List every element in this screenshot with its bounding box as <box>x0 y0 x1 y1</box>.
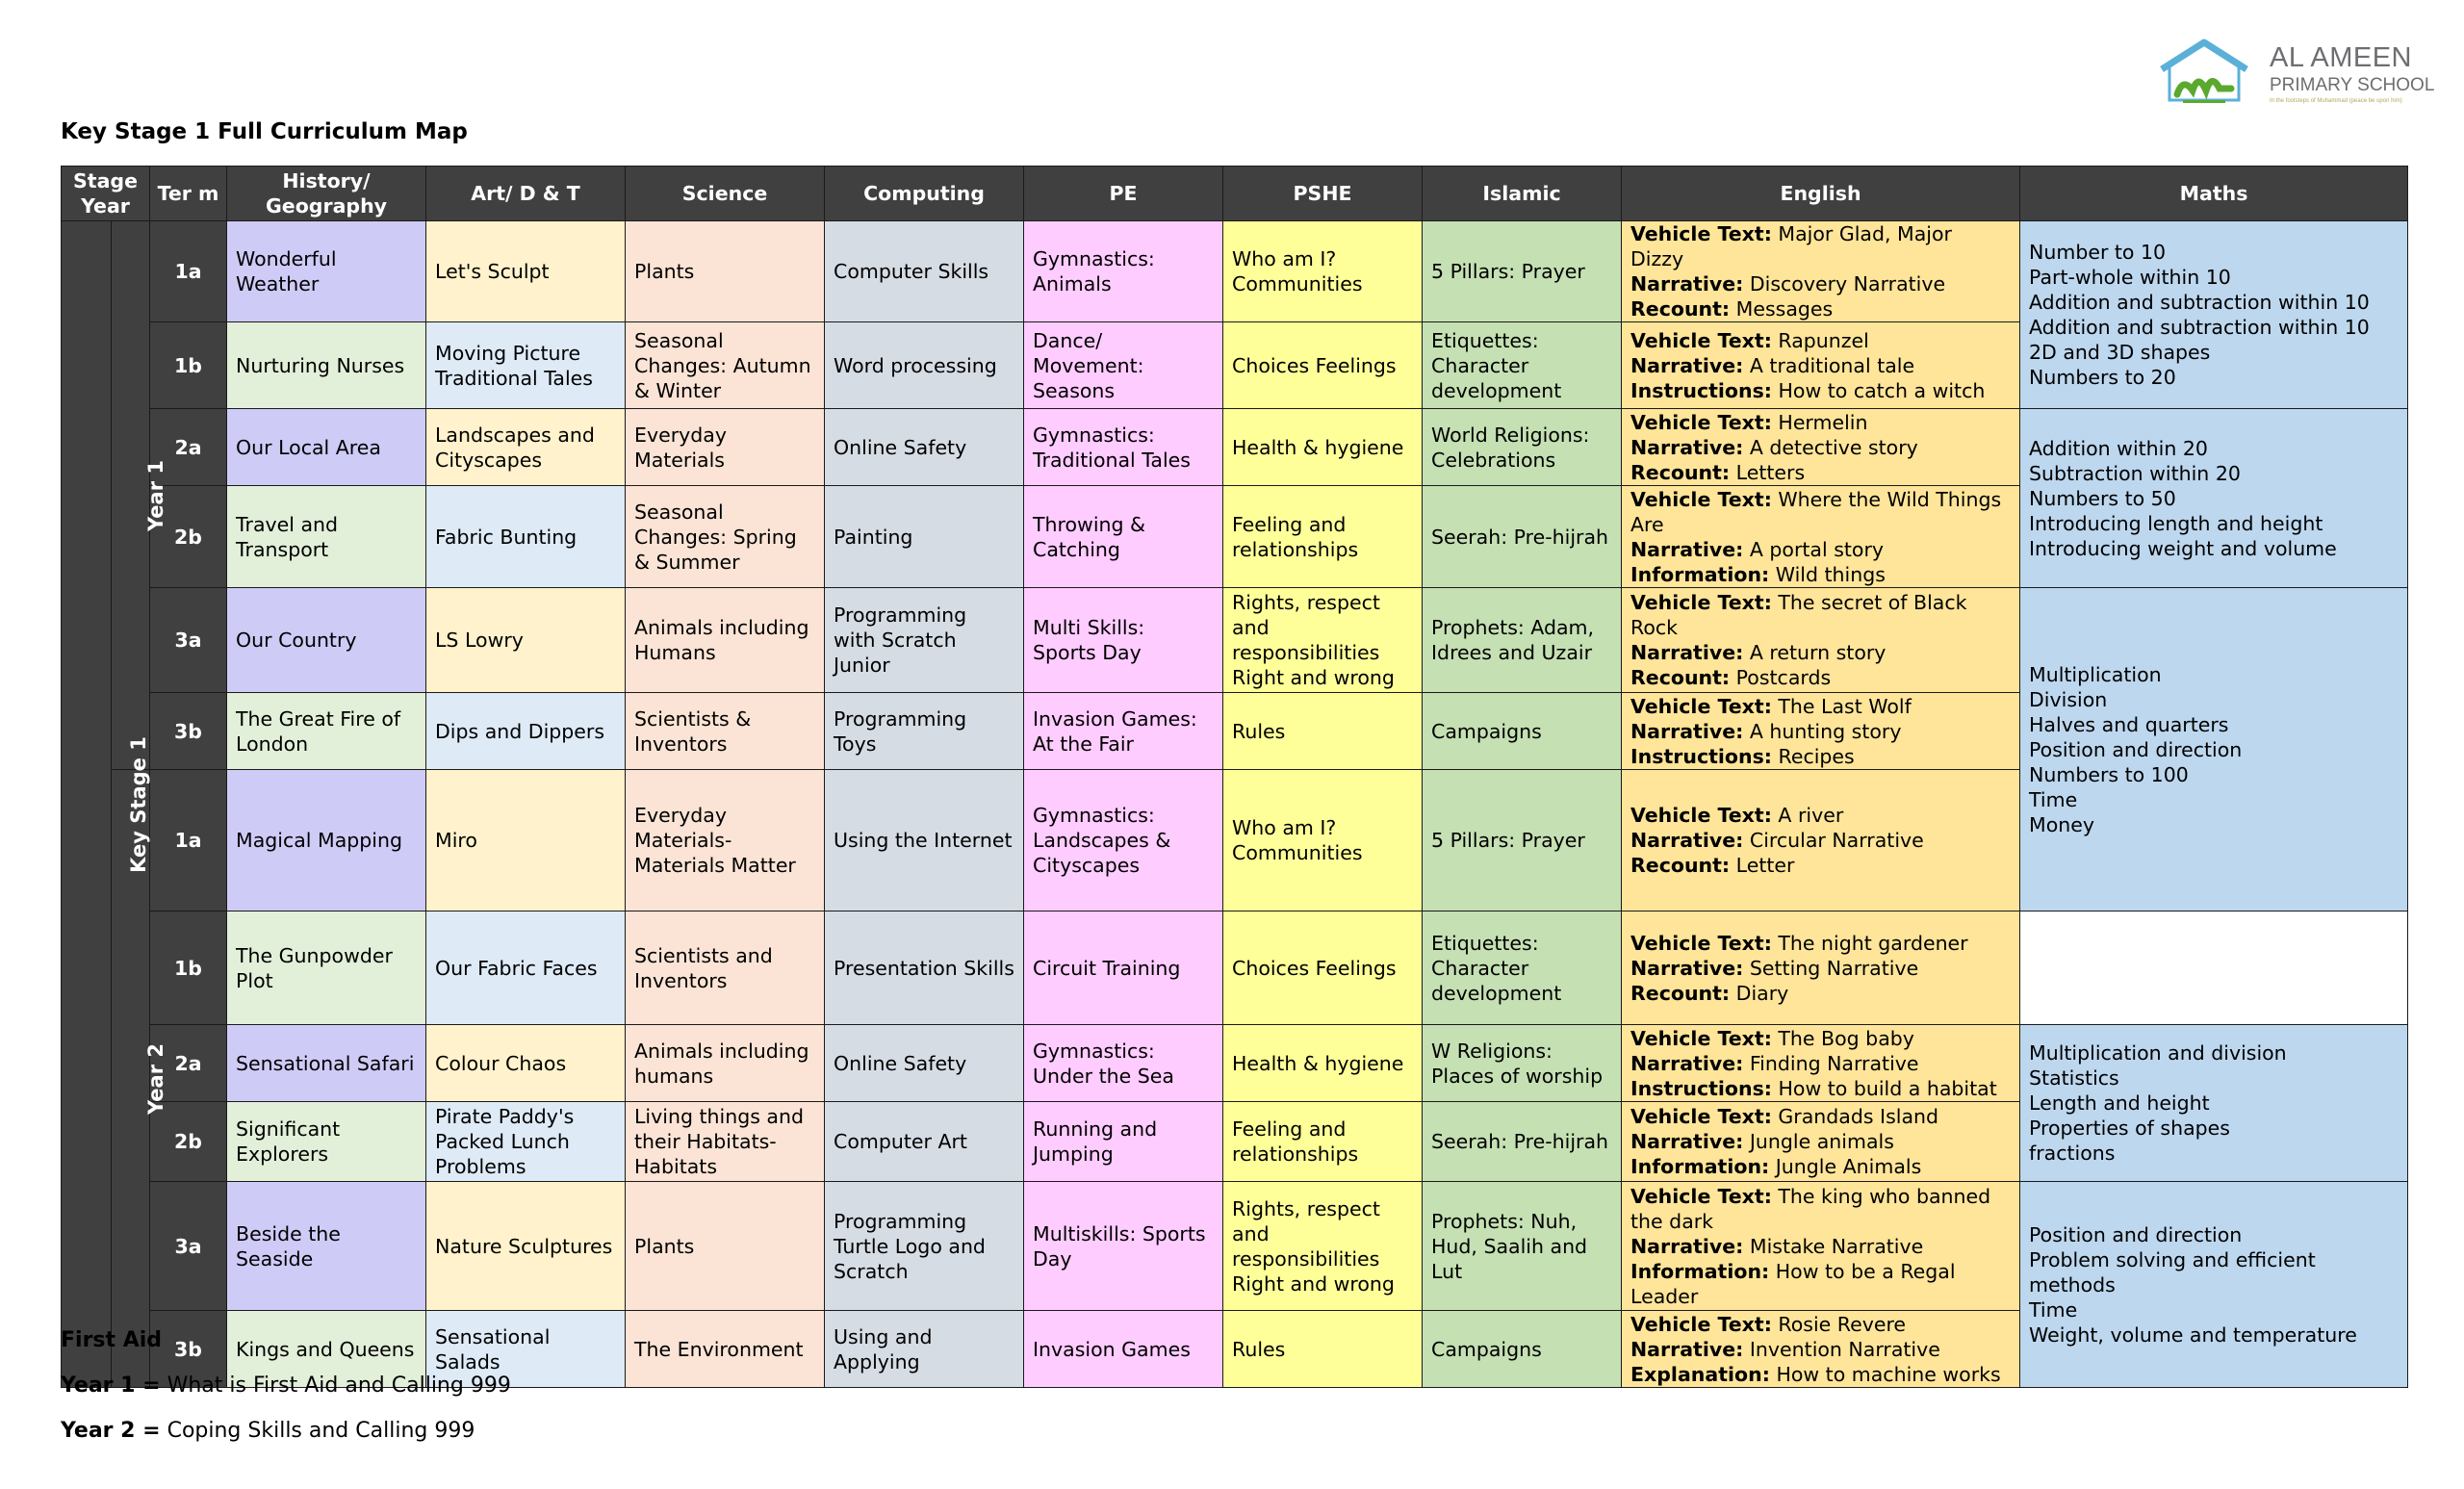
maths-line: 2D and 3D shapes <box>2029 341 2211 364</box>
maths-line: Addition and subtraction within 10 <box>2029 316 2370 339</box>
header-row <box>62 167 2408 221</box>
english-line-text: Recipes <box>1772 744 1855 768</box>
pe-cell: Gymnastics: Under the Sea <box>1024 1025 1223 1102</box>
history-geography-cell: The Great Fire of London <box>227 693 426 770</box>
english-line-label: Narrative: <box>1630 956 1744 980</box>
english-line-text: Rosie Revere <box>1771 1312 1907 1336</box>
history-geography-cell: Nurturing Nurses <box>227 322 426 409</box>
english-line-label: Narrative: <box>1630 1130 1744 1153</box>
pe-cell: Gymnastics: Traditional Tales <box>1024 409 1223 486</box>
pe-cell: Invasion Games: At the Fair <box>1024 693 1223 770</box>
english-line-text: Where the Wild Things Are <box>1630 487 2002 536</box>
art-dt-cell: Let's Sculpt <box>426 221 626 322</box>
header-pe: PE <box>1024 167 1223 221</box>
maths-cell <box>2020 409 2408 588</box>
english-line-label: Vehicle Text: <box>1630 328 1772 352</box>
english-line-text: A traditional tale <box>1743 353 1915 377</box>
term-cell: 1a <box>150 770 227 911</box>
key-stage-label: Key Stage 1 <box>126 735 150 873</box>
pshe-cell: Feeling and relationships <box>1223 486 1423 588</box>
curriculum-table <box>61 166 2408 1388</box>
english-line-label: Narrative: <box>1630 537 1744 561</box>
science-cell: Animals including humans <box>626 1025 825 1102</box>
maths-line: Multiplication and division <box>2029 1041 2287 1065</box>
history-geography-cell: Beside the Seaside <box>227 1182 426 1311</box>
english-line <box>1630 1129 2011 1154</box>
english-line <box>1630 744 2011 769</box>
english-line-label: Instructions: <box>1630 1076 1772 1100</box>
computing-cell: Using the Internet <box>825 770 1024 911</box>
pshe-cell: Rights, respect and responsibilities Right and wrong <box>1223 1182 1423 1311</box>
maths-line: Number to 10 <box>2029 241 2167 264</box>
art-dt-cell: Colour Chaos <box>426 1025 626 1102</box>
english-line-label: Vehicle Text: <box>1630 694 1772 718</box>
pshe-cell: Feeling and relationships <box>1223 1102 1423 1182</box>
english-line-label: Narrative: <box>1630 353 1744 377</box>
art-dt-cell: Nature Sculptures <box>426 1182 626 1311</box>
year-label: Year 2 <box>143 1042 167 1115</box>
pe-cell: Gymnastics: Landscapes & Cityscapes <box>1024 770 1223 911</box>
maths-line: Addition and subtraction within 10 <box>2029 291 2370 314</box>
term-cell: 3a <box>150 1182 227 1311</box>
first-aid-title: First Aid <box>61 1328 163 1352</box>
islamic-cell: 5 Pillars: Prayer <box>1423 221 1622 322</box>
english-line <box>1630 1362 2011 1387</box>
pe-cell: Multiskills: Sports Day <box>1024 1182 1223 1311</box>
islamic-cell: 5 Pillars: Prayer <box>1423 770 1622 911</box>
english-line <box>1630 410 2011 435</box>
english-line <box>1630 1312 2011 1337</box>
art-dt-cell: Landscapes and Cityscapes <box>426 409 626 486</box>
english-line-label: Recount: <box>1630 981 1731 1005</box>
header-art-dt: Art/ D & T <box>426 167 626 221</box>
islamic-cell: World Religions: Celebrations <box>1423 409 1622 486</box>
maths-cell <box>2020 1025 2408 1182</box>
english-line-label: Recount: <box>1630 666 1731 689</box>
pshe-cell: Rules <box>1223 693 1423 770</box>
maths-cell <box>2020 221 2408 409</box>
history-geography-cell: The Gunpowder Plot <box>227 911 426 1025</box>
english-line-text: How to be a Regal Leader <box>1630 1259 1956 1308</box>
maths-line: Division <box>2029 687 2108 711</box>
science-cell: Animals including Humans <box>626 588 825 693</box>
science-cell: Everyday Materials <box>626 409 825 486</box>
computing-cell: Using and Applying <box>825 1311 1024 1388</box>
pe-cell: Circuit Training <box>1024 911 1223 1025</box>
english-cell <box>1622 1311 2020 1388</box>
english-line <box>1630 562 2011 587</box>
english-line <box>1630 803 2011 828</box>
english-line-label: Recount: <box>1630 854 1731 878</box>
header-term: Ter m <box>150 167 227 221</box>
computing-cell: Online Safety <box>825 1025 1024 1102</box>
art-dt-cell: Dips and Dippers <box>426 693 626 770</box>
english-line-text: Invention Narrative <box>1743 1337 1940 1361</box>
english-line <box>1630 378 2011 403</box>
computing-cell: Programming with Scratch Junior <box>825 588 1024 693</box>
term-cell: 3b <box>150 693 227 770</box>
page-title: Key Stage 1 Full Curriculum Map <box>61 119 468 144</box>
art-dt-cell: LS Lowry <box>426 588 626 693</box>
table-row <box>62 1025 2408 1102</box>
english-line-label: Explanation: <box>1630 1362 1770 1386</box>
english-line-label: Information: <box>1630 1259 1770 1283</box>
history-geography-cell: Travel and Transport <box>227 486 426 588</box>
pshe-cell: Rights, respect and responsibilities Right and wrong <box>1223 588 1423 693</box>
maths-line: Weight, volume and temperature <box>2029 1322 2357 1347</box>
english-line <box>1630 221 2011 271</box>
pe-cell: Throwing & Catching <box>1024 486 1223 588</box>
english-line <box>1630 1076 2011 1101</box>
english-line <box>1630 590 2011 640</box>
english-line <box>1630 1154 2011 1179</box>
english-line <box>1630 328 2011 353</box>
english-line-text: A return story <box>1743 641 1886 664</box>
english-line <box>1630 1184 2011 1234</box>
maths-line: Position and direction <box>2029 737 2243 761</box>
english-line-label: Narrative: <box>1630 435 1744 459</box>
art-dt-cell: Moving Picture Traditional Tales <box>426 322 626 409</box>
pe-cell: Gymnastics: Animals <box>1024 221 1223 322</box>
maths-line: Statistics <box>2029 1066 2119 1090</box>
science-cell: Scientists and Inventors <box>626 911 825 1025</box>
english-line-label: Narrative: <box>1630 1337 1744 1361</box>
english-line-label: Vehicle Text: <box>1630 222 1772 245</box>
english-line-text: The king who banned the dark <box>1630 1184 1991 1233</box>
english-line-label: Narrative: <box>1630 719 1744 743</box>
maths-line: Numbers to 50 <box>2029 486 2176 510</box>
english-line-label: Information: <box>1630 1155 1770 1178</box>
english-line-text: The Bog baby <box>1771 1026 1914 1050</box>
islamic-cell: W Religions: Places of worship <box>1423 1025 1622 1102</box>
english-line-label: Instructions: <box>1630 744 1772 768</box>
maths-line: Part-whole within 10 <box>2029 266 2231 289</box>
header-maths: Maths <box>2020 167 2408 221</box>
maths-line: Length and height <box>2029 1091 2210 1115</box>
maths-line: Addition within 20 <box>2029 436 2208 460</box>
maths-line: Position and direction <box>2029 1222 2243 1246</box>
computing-cell: Online Safety <box>825 409 1024 486</box>
pshe-cell: Who am I? Communities <box>1223 221 1423 322</box>
english-line-text: Jungle animals <box>1743 1130 1894 1153</box>
science-cell: Seasonal Changes: Spring & Summer <box>626 486 825 588</box>
english-line-label: Narrative: <box>1630 1051 1744 1075</box>
pshe-cell: Health & hygiene <box>1223 409 1423 486</box>
english-line-text: Diary <box>1730 981 1789 1005</box>
computing-cell: Presentation Skills <box>825 911 1024 1025</box>
english-cell <box>1622 588 2020 693</box>
history-geography-cell: Kings and Queens <box>227 1311 426 1388</box>
english-line <box>1630 1026 2011 1051</box>
logo-name: AL AMEEN <box>2270 42 2412 73</box>
english-line-text: Setting Narrative <box>1743 956 1919 980</box>
english-line-label: Narrative: <box>1630 641 1744 664</box>
pshe-cell: Health & hygiene <box>1223 1025 1423 1102</box>
english-line-label: Information: <box>1630 562 1770 586</box>
first-aid-year2-text: Coping Skills and Calling 999 <box>160 1419 475 1443</box>
art-dt-cell: Fabric Bunting <box>426 486 626 588</box>
english-line-text: Messages <box>1730 297 1834 321</box>
science-cell: Plants <box>626 1182 825 1311</box>
table-row <box>62 221 2408 322</box>
history-geography-cell: Our Country <box>227 588 426 693</box>
year-cell <box>112 221 167 770</box>
first-aid-year1 <box>61 1373 511 1398</box>
computing-cell: Programming Toys <box>825 693 1024 770</box>
english-line <box>1630 1051 2011 1076</box>
history-geography-cell: Magical Mapping <box>227 770 426 911</box>
english-line-label: Recount: <box>1630 297 1731 321</box>
computing-cell: Word processing <box>825 322 1024 409</box>
table-row <box>62 409 2408 486</box>
header-english: English <box>1622 167 2020 221</box>
computing-cell: Programming Turtle Logo and Scratch <box>825 1182 1024 1311</box>
english-line-text: Finding Narrative <box>1743 1051 1919 1075</box>
english-line-label: Narrative: <box>1630 829 1744 853</box>
english-line <box>1630 853 2011 878</box>
english-cell <box>1622 1182 2020 1311</box>
english-line-text: A detective story <box>1743 435 1918 459</box>
english-line-text: Rapunzel <box>1771 328 1869 352</box>
art-dt-cell: Miro <box>426 770 626 911</box>
english-line <box>1630 296 2011 321</box>
english-line <box>1630 487 2011 537</box>
art-dt-cell: Pirate Paddy's Packed Lunch Problems <box>426 1102 626 1182</box>
maths-line: fractions <box>2029 1142 2116 1165</box>
english-line <box>1630 271 2011 296</box>
first-aid-year1-text: What is First Aid and Calling 999 <box>160 1373 511 1398</box>
english-line <box>1630 931 2011 956</box>
english-line-text: Jungle Animals <box>1769 1155 1922 1178</box>
english-cell <box>1622 911 2020 1025</box>
maths-line: Problem solving and efficient methods <box>2029 1247 2316 1296</box>
english-line <box>1630 353 2011 378</box>
logo-subtitle: PRIMARY SCHOOL <box>2270 75 2435 95</box>
history-geography-cell: Significant Explorers <box>227 1102 426 1182</box>
first-aid-year1-label: Year 1 = <box>61 1373 161 1398</box>
english-line <box>1630 1259 2011 1309</box>
science-cell: Everyday Materials- Materials Matter <box>626 770 825 911</box>
school-logo <box>2154 35 2433 112</box>
english-line-label: Vehicle Text: <box>1630 410 1772 434</box>
science-cell: The Environment <box>626 1311 825 1388</box>
pe-cell: Running and Jumping <box>1024 1102 1223 1182</box>
pshe-cell: Choices Feelings <box>1223 911 1423 1025</box>
english-cell <box>1622 409 2020 486</box>
english-line-text: Circular Narrative <box>1743 829 1924 853</box>
english-line-label: Vehicle Text: <box>1630 931 1772 955</box>
islamic-cell: Etiquettes: Character development <box>1423 322 1622 409</box>
english-line <box>1630 665 2011 690</box>
english-line-text: How to build a habitat <box>1772 1076 1997 1100</box>
term-cell: 3b <box>150 1311 227 1388</box>
english-line-text: Mistake Narrative <box>1743 1234 1924 1258</box>
english-line <box>1630 1337 2011 1362</box>
year-label: Year 1 <box>143 459 167 531</box>
english-line <box>1630 1234 2011 1259</box>
term-cell: 2b <box>150 486 227 588</box>
english-line-text: Wild things <box>1769 562 1886 586</box>
english-line-label: Vehicle Text: <box>1630 487 1772 511</box>
english-cell <box>1622 693 2020 770</box>
english-line-label: Recount: <box>1630 460 1731 484</box>
header-stage-year: Stage Year <box>62 167 150 221</box>
pshe-cell: Who am I? Communities <box>1223 770 1423 911</box>
term-cell: 2a <box>150 409 227 486</box>
header-islamic: Islamic <box>1423 167 1622 221</box>
english-line-label: Vehicle Text: <box>1630 804 1772 828</box>
english-line-label: Instructions: <box>1630 378 1772 402</box>
maths-cell <box>2020 588 2408 911</box>
english-line <box>1630 956 2011 981</box>
english-line <box>1630 1104 2011 1129</box>
english-line-label: Narrative: <box>1630 272 1744 295</box>
art-dt-cell: Our Fabric Faces <box>426 911 626 1025</box>
term-cell: 3a <box>150 588 227 693</box>
english-line-text: Major Glad, Major Dizzy <box>1630 222 1952 270</box>
maths-cell <box>2020 1182 2408 1388</box>
maths-line: Numbers to 20 <box>2029 366 2176 389</box>
school-logo-icon <box>2154 35 2260 112</box>
english-line-text: A hunting story <box>1743 719 1902 743</box>
english-line-label: Vehicle Text: <box>1630 1026 1772 1050</box>
english-line-text: Letter <box>1730 854 1795 878</box>
english-line-text: Hermelin <box>1771 410 1868 434</box>
english-line-text: A river <box>1771 804 1844 828</box>
maths-line: Introducing weight and volume <box>2029 536 2337 560</box>
term-cell: 2b <box>150 1102 227 1182</box>
english-line <box>1630 828 2011 853</box>
english-line <box>1630 694 2011 719</box>
header-computing: Computing <box>825 167 1024 221</box>
computing-cell: Painting <box>825 486 1024 588</box>
english-line-text: A portal story <box>1743 537 1885 561</box>
header-pshe: PSHE <box>1223 167 1423 221</box>
header-science: Science <box>626 167 825 221</box>
english-line-text: The night gardener <box>1771 931 1968 955</box>
first-aid-year2 <box>61 1419 475 1443</box>
english-line-text: Postcards <box>1730 666 1832 689</box>
english-line-text: How to catch a witch <box>1772 378 1986 402</box>
english-line <box>1630 640 2011 665</box>
term-cell: 2a <box>150 1025 227 1102</box>
maths-line: Subtraction within 20 <box>2029 461 2241 485</box>
english-line-label: Vehicle Text: <box>1630 1105 1772 1128</box>
english-cell <box>1622 1025 2020 1102</box>
english-line-text: Letters <box>1730 460 1806 484</box>
table-row <box>62 911 2408 1025</box>
english-line <box>1630 719 2011 744</box>
maths-line: Properties of shapes <box>2029 1117 2230 1140</box>
english-line-text: The Last Wolf <box>1771 694 1912 718</box>
english-cell <box>1622 770 2020 911</box>
maths-line: Time <box>2029 787 2078 811</box>
science-cell: Plants <box>626 221 825 322</box>
english-line-label: Vehicle Text: <box>1630 591 1772 614</box>
pshe-cell: Rules <box>1223 1311 1423 1388</box>
maths-line: Money <box>2029 812 2094 836</box>
english-line-label: Vehicle Text: <box>1630 1184 1772 1208</box>
science-cell: Scientists & Inventors <box>626 693 825 770</box>
maths-line: Time <box>2029 1297 2078 1322</box>
pe-cell: Invasion Games <box>1024 1311 1223 1388</box>
english-line-text: How to machine works <box>1769 1362 2001 1386</box>
computing-cell: Computer Skills <box>825 221 1024 322</box>
islamic-cell: Seerah: Pre-hijrah <box>1423 486 1622 588</box>
table-row <box>62 588 2408 693</box>
art-dt-cell: Sensational Salads <box>426 1311 626 1388</box>
header-history-geography: History/ Geography <box>227 167 426 221</box>
history-geography-cell: Wonderful Weather <box>227 221 426 322</box>
term-cell: 1a <box>150 221 227 322</box>
islamic-cell: Campaigns <box>1423 693 1622 770</box>
islamic-cell: Prophets: Adam, Idrees and Uzair <box>1423 588 1622 693</box>
maths-line: Multiplication <box>2029 662 2162 686</box>
english-line <box>1630 537 2011 562</box>
english-cell <box>1622 221 2020 322</box>
islamic-cell: Seerah: Pre-hijrah <box>1423 1102 1622 1182</box>
english-line-label: Narrative: <box>1630 1234 1744 1258</box>
term-cell: 1b <box>150 322 227 409</box>
maths-line: Halves and quarters <box>2029 712 2229 736</box>
pe-cell: Multi Skills: Sports Day <box>1024 588 1223 693</box>
english-line <box>1630 460 2011 485</box>
logo-tagline: In the footsteps of Muhammad (peace be upon him) <box>2270 98 2402 104</box>
science-cell: Living things and their Habitats- Habitats <box>626 1102 825 1182</box>
islamic-cell: Etiquettes: Character development <box>1423 911 1622 1025</box>
islamic-cell: Campaigns <box>1423 1311 1622 1388</box>
table-row <box>62 1182 2408 1311</box>
english-line-text: The secret of Black Rock <box>1630 591 1967 639</box>
maths-line: Introducing length and height <box>2029 511 2323 535</box>
maths-line: Numbers to 100 <box>2029 762 2189 786</box>
history-geography-cell: Sensational Safari <box>227 1025 426 1102</box>
islamic-cell: Prophets: Nuh, Hud, Saalih and Lut <box>1423 1182 1622 1311</box>
english-line <box>1630 981 2011 1006</box>
term-cell: 1b <box>150 911 227 1025</box>
first-aid-year2-label: Year 2 = <box>61 1419 161 1443</box>
english-line-text: Grandads Island <box>1771 1105 1939 1128</box>
pe-cell: Dance/ Movement: Seasons <box>1024 322 1223 409</box>
history-geography-cell: Our Local Area <box>227 409 426 486</box>
english-cell <box>1622 322 2020 409</box>
pshe-cell: Choices Feelings <box>1223 322 1423 409</box>
english-line <box>1630 435 2011 460</box>
english-line-label: Vehicle Text: <box>1630 1312 1772 1336</box>
english-cell <box>1622 1102 2020 1182</box>
english-line-text: Discovery Narrative <box>1743 272 1946 295</box>
english-cell <box>1622 486 2020 588</box>
science-cell: Seasonal Changes: Autumn & Winter <box>626 322 825 409</box>
computing-cell: Computer Art <box>825 1102 1024 1182</box>
